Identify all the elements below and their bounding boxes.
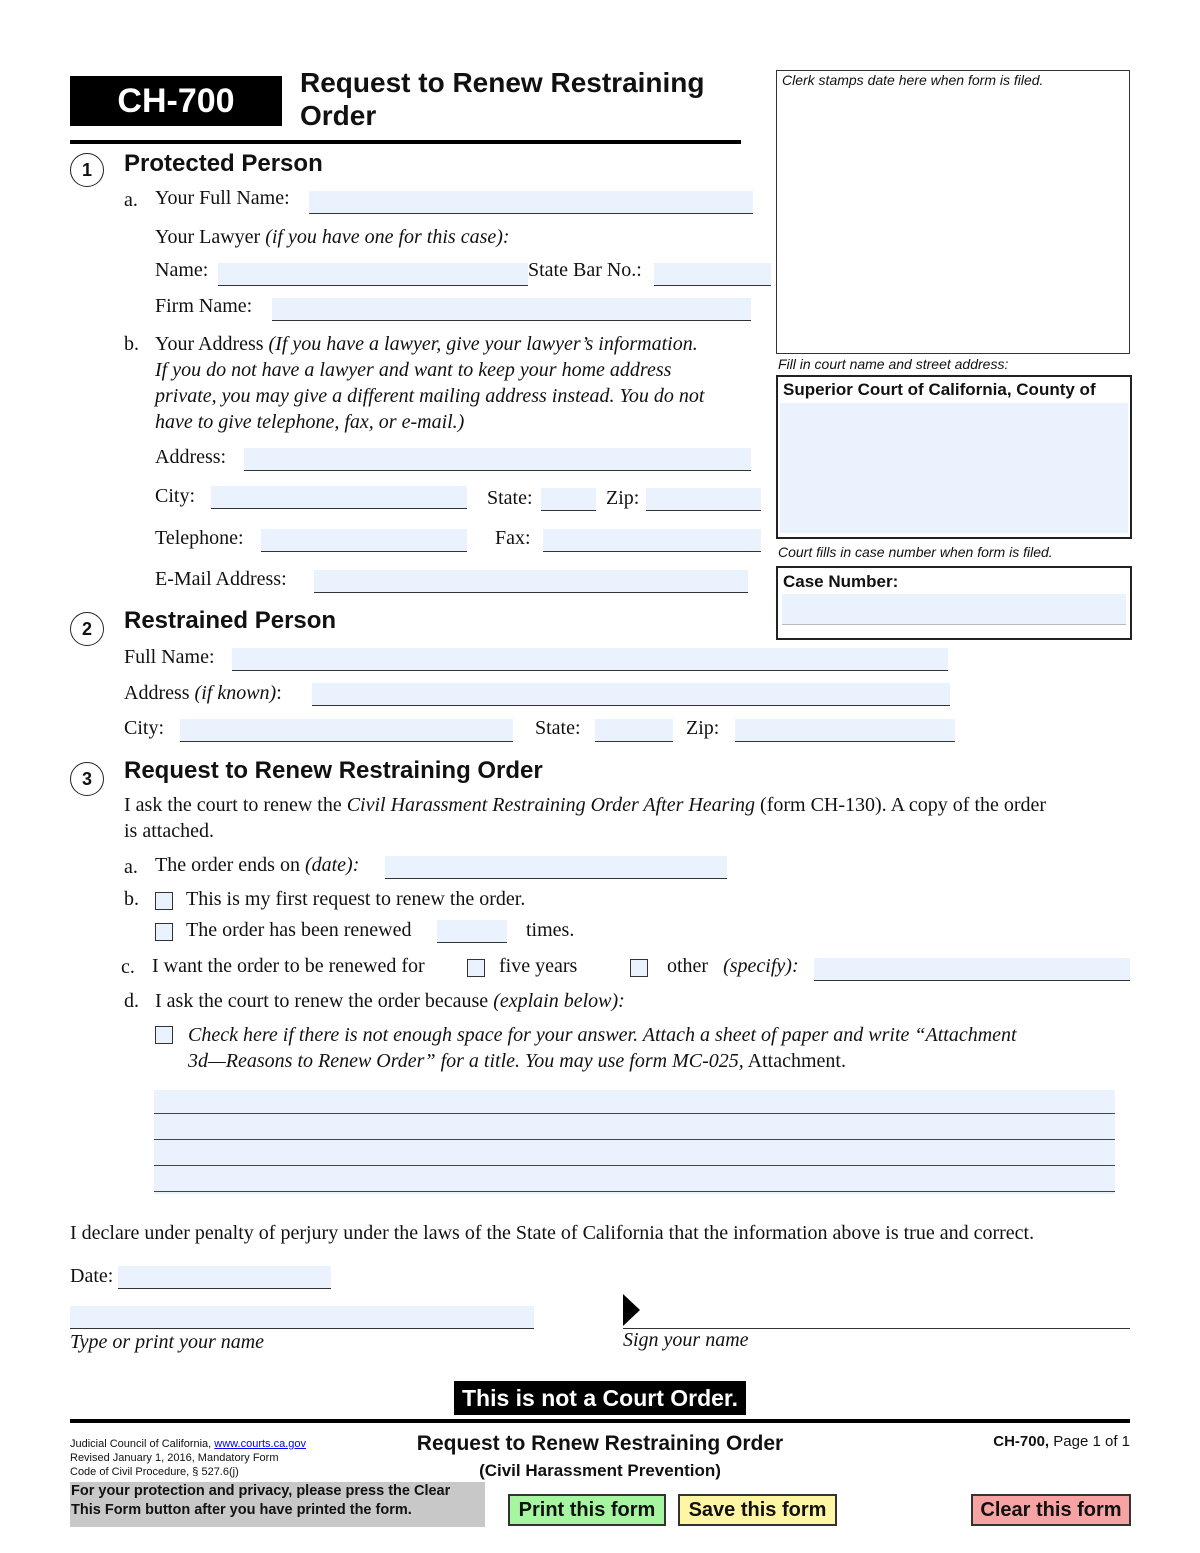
page-number: Page 1 of 1 bbox=[1053, 1433, 1130, 1450]
footer-meta bbox=[70, 1437, 306, 1479]
attachment-l1: Check here if there is not enough space for your answer. Attach a sheet of paper and write “Attachment bbox=[188, 1024, 1017, 1046]
form-title bbox=[300, 66, 705, 132]
renew-reason-label: I ask the court to renew the order because bbox=[155, 990, 489, 1012]
renewed-before-checkbox[interactable] bbox=[155, 923, 173, 941]
restrained-address-label: Address bbox=[124, 682, 190, 704]
print-form-button[interactable]: Print this form bbox=[508, 1494, 666, 1526]
footer-subtitle: (Civil Harassment Prevention) bbox=[479, 1461, 721, 1480]
other-hint: (specify): bbox=[723, 955, 799, 977]
footer-title: Request to Renew Restraining Order bbox=[416, 1432, 784, 1455]
address-intro: Your Address bbox=[155, 333, 264, 355]
bar-number-label: State Bar No.: bbox=[528, 259, 642, 281]
printed-name-field[interactable] bbox=[70, 1306, 534, 1329]
section2-number: 2 bbox=[70, 612, 104, 646]
fax-label: Fax: bbox=[495, 527, 531, 549]
five-years-checkbox[interactable] bbox=[467, 959, 485, 977]
council-line bbox=[70, 1437, 306, 1451]
telephone-field[interactable] bbox=[261, 529, 467, 552]
state-label: State: bbox=[487, 487, 533, 509]
date-field[interactable] bbox=[118, 1266, 331, 1289]
address-hint-l1: (If you have a lawyer, give your lawyer’s information. bbox=[268, 333, 698, 355]
clerk-stamp-note: Clerk stamps date here when form is filed. bbox=[782, 72, 1044, 88]
case-number-label: Case Number: bbox=[783, 572, 899, 591]
form-title-line2: Order bbox=[300, 100, 377, 131]
intro-pre: I ask the court to renew the bbox=[124, 794, 342, 816]
other-duration-field[interactable] bbox=[814, 958, 1130, 981]
lawyer-name-label: Name: bbox=[155, 259, 209, 281]
bar-number-field[interactable] bbox=[654, 263, 771, 286]
first-request-checkbox[interactable] bbox=[155, 892, 173, 910]
state-field[interactable] bbox=[541, 488, 596, 511]
restrained-name-label: Full Name: bbox=[124, 646, 215, 668]
council-text: Judicial Council of California, bbox=[70, 1438, 212, 1450]
item-1a-letter: a. bbox=[124, 189, 138, 211]
address-hint-l2: If you do not have a lawyer and want to keep your home address bbox=[155, 359, 672, 381]
email-label: E-Mail Address: bbox=[155, 568, 287, 590]
item-3a-letter: a. bbox=[124, 856, 138, 878]
order-ends-line bbox=[155, 854, 359, 877]
date-label: Date: bbox=[70, 1265, 114, 1287]
reasons-rule-4 bbox=[154, 1191, 1115, 1192]
attachment-l2-end: Attachment. bbox=[747, 1050, 846, 1072]
declaration-text: I declare under penalty of perjury under the laws of the State of California that the information above is true and correct. bbox=[70, 1222, 1035, 1244]
restrained-zip-label: Zip: bbox=[686, 717, 720, 739]
attachment-checkbox[interactable] bbox=[155, 1026, 173, 1044]
restrained-address-hint: (if known) bbox=[194, 682, 277, 704]
renewed-before-label: The order has been renewed bbox=[186, 919, 412, 941]
other-label: other bbox=[667, 955, 709, 977]
lawyer-name-field[interactable] bbox=[218, 263, 528, 286]
clear-form-button[interactable]: Clear this form bbox=[971, 1494, 1131, 1526]
section3-title: Request to Renew Restraining Order bbox=[124, 757, 543, 784]
section3-intro-l1 bbox=[124, 792, 1134, 818]
section3-number: 3 bbox=[70, 762, 104, 796]
address-field[interactable] bbox=[244, 448, 751, 471]
restrained-name-field[interactable] bbox=[232, 648, 948, 671]
printed-name-caption: Type or print your name bbox=[70, 1331, 265, 1353]
order-end-date-field[interactable] bbox=[385, 856, 727, 879]
five-years-label: five years bbox=[499, 955, 578, 977]
court-label: Superior Court of California, County of bbox=[783, 380, 1096, 399]
item-3d-letter: d. bbox=[124, 990, 139, 1012]
address-label: Address: bbox=[155, 446, 227, 468]
zip-field[interactable] bbox=[646, 488, 761, 511]
reasons-rule-3 bbox=[154, 1165, 1115, 1166]
fax-field[interactable] bbox=[543, 529, 761, 552]
court-note: Fill in court name and street address: bbox=[778, 356, 1009, 372]
renew-reason-hint: (explain below): bbox=[493, 990, 625, 1012]
restrained-state-label: State: bbox=[535, 717, 581, 739]
address-hint-l4: have to give telephone, fax, or e-mail.) bbox=[155, 411, 465, 433]
signature-arrow-icon bbox=[623, 1294, 640, 1326]
clerk-stamp-box bbox=[776, 70, 1130, 354]
section1-number: 1 bbox=[70, 153, 104, 187]
first-request-label: This is my first request to renew the order. bbox=[186, 888, 526, 910]
privacy-note bbox=[70, 1482, 485, 1527]
renewed-times-field[interactable] bbox=[437, 920, 507, 943]
restrained-address-line bbox=[124, 682, 282, 705]
page-indicator bbox=[900, 1433, 1130, 1450]
court-address-field[interactable] bbox=[780, 403, 1128, 533]
firm-name-field[interactable] bbox=[272, 298, 751, 321]
telephone-label: Telephone: bbox=[155, 527, 244, 549]
page-form-id: CH-700, bbox=[993, 1433, 1050, 1450]
address-hint-l3: private, you may give a different mailing address instead. You do not bbox=[155, 385, 705, 407]
section1-title: Protected Person bbox=[124, 150, 323, 177]
item-1b-letter: b. bbox=[124, 333, 139, 355]
other-duration-checkbox[interactable] bbox=[630, 959, 648, 977]
privacy-l2: This Form button after you have printed the form. bbox=[71, 1502, 412, 1518]
attachment-l2-line bbox=[188, 1048, 1017, 1074]
restrained-city-field[interactable] bbox=[180, 719, 513, 742]
form-id: CH-700 bbox=[117, 82, 235, 120]
renewed-times-suffix: times. bbox=[526, 919, 575, 941]
restrained-address-field[interactable] bbox=[312, 683, 950, 706]
address-instructions-l1 bbox=[155, 331, 704, 357]
lawyer-line bbox=[155, 226, 510, 249]
section3-intro-l2: is attached. bbox=[124, 820, 214, 842]
save-form-button[interactable]: Save this form bbox=[678, 1494, 837, 1526]
not-court-order-banner: This is not a Court Order. bbox=[454, 1381, 746, 1415]
footer-rule bbox=[70, 1419, 1130, 1423]
order-ends-hint: (date): bbox=[304, 854, 360, 876]
court-name-box bbox=[776, 375, 1132, 539]
item-3c-letter: c. bbox=[121, 956, 135, 978]
firm-name-label: Firm Name: bbox=[155, 295, 253, 317]
restrained-city-label: City: bbox=[124, 717, 165, 739]
revised-line: Revised January 1, 2016, Mandatory Form bbox=[70, 1452, 279, 1464]
attachment-instructions bbox=[188, 1022, 1017, 1074]
reasons-textarea[interactable] bbox=[154, 1090, 1115, 1194]
lawyer-label: Your Lawyer bbox=[155, 226, 261, 248]
zip-label: Zip: bbox=[606, 487, 640, 509]
restrained-zip-field[interactable] bbox=[735, 719, 955, 742]
email-field[interactable] bbox=[314, 570, 748, 593]
attachment-l2: 3d—Reasons to Renew Order” for a title. You may use form MC-025, bbox=[188, 1050, 744, 1072]
case-number-field[interactable] bbox=[782, 594, 1126, 625]
reasons-rule-1 bbox=[154, 1113, 1115, 1114]
signature-caption: Sign your name bbox=[623, 1329, 749, 1351]
city-field[interactable] bbox=[211, 486, 467, 509]
other-duration-label bbox=[667, 955, 799, 978]
full-name-label: Your Full Name: bbox=[155, 187, 290, 209]
lawyer-hint: (if you have one for this case): bbox=[265, 226, 510, 248]
case-number-box bbox=[776, 566, 1132, 640]
renew-reason-line bbox=[155, 990, 625, 1013]
intro-post: (form CH-130). A copy of the order bbox=[760, 794, 1047, 816]
code-line: Code of Civil Procedure, § 527.6(j) bbox=[70, 1466, 239, 1478]
reasons-rule-2 bbox=[154, 1139, 1115, 1140]
courts-link[interactable]: www.courts.ca.gov bbox=[214, 1438, 306, 1450]
form-title-line1: Request to Renew Restraining bbox=[300, 67, 705, 98]
header-rule bbox=[70, 140, 741, 144]
city-label: City: bbox=[155, 485, 196, 507]
form-id-box bbox=[70, 76, 282, 126]
case-note: Court fills in case number when form is filed. bbox=[778, 544, 1053, 560]
address-instructions bbox=[155, 331, 704, 435]
renew-for-label: I want the order to be renewed for bbox=[152, 955, 425, 977]
order-ends-label: The order ends on bbox=[155, 854, 300, 876]
restrained-address-colon: : bbox=[276, 682, 282, 704]
privacy-l1: For your protection and privacy, please press the Clear bbox=[71, 1483, 451, 1499]
intro-form-name: Civil Harassment Restraining Order After Hearing bbox=[346, 794, 756, 816]
full-name-field[interactable] bbox=[309, 191, 753, 214]
restrained-state-field[interactable] bbox=[595, 719, 673, 742]
section3-intro bbox=[124, 792, 1134, 844]
item-3b-letter: b. bbox=[124, 888, 139, 910]
section2-title: Restrained Person bbox=[124, 607, 337, 634]
